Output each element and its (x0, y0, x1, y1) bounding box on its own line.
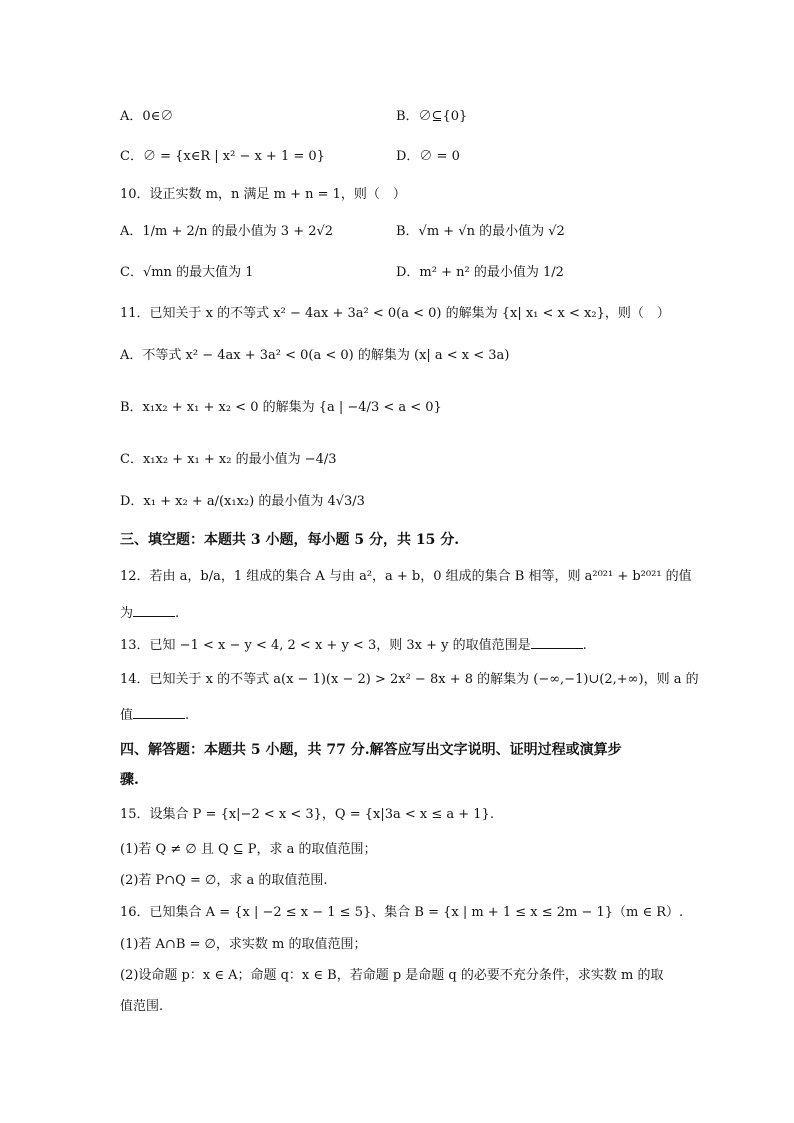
q14-stem: 14．已知关于 x 的不等式 a(x − 1)(x − 2) > 2x² − 8x + 8 的解集为 (−∞,−1)∪(2,+∞)，则 a 的 (120, 672, 699, 687)
q14-answer-suffix: . (185, 708, 190, 723)
q14-answer-blank[interactable] (133, 705, 185, 719)
q9-option-c: C．∅ = {x∈R | x² − x + 1 = 0} (120, 149, 325, 164)
q13-answer-blank[interactable] (531, 635, 583, 649)
q11-option-a: A．不等式 x² − 4ax + 3a² < 0(a < 0) 的解集为 (x| a < x < 3a) (120, 348, 510, 363)
q11-option-c: C．x₁x₂ + x₁ + x₂ 的最小值为 −4/3 (120, 452, 337, 467)
section-4-heading: 四、解答题：本题共 5 小题，共 77 分.解答应写出文字说明、证明过程或演算步 (120, 742, 622, 758)
q12-answer-suffix: . (175, 606, 180, 621)
q9-option-d: D．∅ = 0 (396, 149, 460, 164)
q14-answer-line (120, 705, 189, 726)
q12-answer-blank[interactable] (133, 603, 175, 617)
q14-answer-prefix: 值 (120, 708, 134, 723)
q11-option-b: B．x₁x₂ + x₁ + x₂ < 0 的解集为 {a | −4/3 < a < 0} (120, 400, 442, 415)
q10-option-d: D．m² + n² 的最小值为 1/2 (396, 265, 564, 280)
q13-stem-text: 13．已知 −1 < x − y < 4, 2 < x + y < 3，则 3x + y 的取值范围是 (120, 638, 531, 653)
section-3-heading: 三、填空题：本题共 3 小题，每小题 5 分，共 15 分. (120, 532, 460, 548)
q13-stem (120, 635, 587, 656)
q9-option-b: B．∅⊆{0} (396, 109, 468, 124)
q12-answer-line (120, 603, 179, 624)
q13-suffix: . (582, 638, 587, 653)
q16-part-2-cont: 值范围. (120, 999, 164, 1014)
q10-option-b: B．√m + √n 的最小值为 √2 (396, 224, 565, 239)
q16-part-1: (1)若 A∩B = ∅，求实数 m 的取值范围； (120, 937, 367, 952)
q11-stem: 11．已知关于 x 的不等式 x² − 4ax + 3a² < 0(a < 0) 的解集为 {x| x₁ < x < x₂}，则（ ） (120, 306, 670, 321)
q16-stem: 16．已知集合 A = {x | −2 ≤ x − 1 ≤ 5}、集合 B = {x | m + 1 ≤ x ≤ 2m − 1}（m ∈ R）. (120, 905, 684, 920)
q15-part-1: (1)若 Q ≠ ∅ 且 Q ⊆ P，求 a 的取值范围； (120, 842, 377, 857)
q12-stem: 12．若由 a，b/a，1 组成的集合 A 与由 a²，a + b，0 组成的集合 B 相等，则 a²⁰²¹ + b²⁰²¹ 的值 (120, 569, 692, 584)
q10-option-a: A．1/m + 2/n 的最小值为 3 + 2√2 (120, 224, 334, 239)
q15-part-2: (2)若 P∩Q = ∅，求 a 的取值范围. (120, 873, 328, 888)
q9-option-a: A．0∈∅ (120, 109, 174, 124)
q10-option-c: C．√mn 的最大值为 1 (120, 265, 254, 280)
section-4-heading-cont: 骤. (120, 772, 139, 788)
q16-part-2: (2)设命题 p：x ∈ A；命题 q：x ∈ B，若命题 p 是命题 q 的必要不充分条件，求实数 m 的取 (120, 968, 664, 983)
q11-option-d: D．x₁ + x₂ + a/(x₁x₂) 的最小值为 4√3/3 (120, 494, 365, 509)
q15-stem: 15．设集合 P = {x|−2 < x < 3}，Q = {x|3a < x ≤ a + 1}. (120, 807, 494, 822)
q12-answer-prefix: 为 (120, 606, 134, 621)
q10-stem: 10．设正实数 m，n 满足 m + n = 1，则（ ） (120, 187, 406, 202)
